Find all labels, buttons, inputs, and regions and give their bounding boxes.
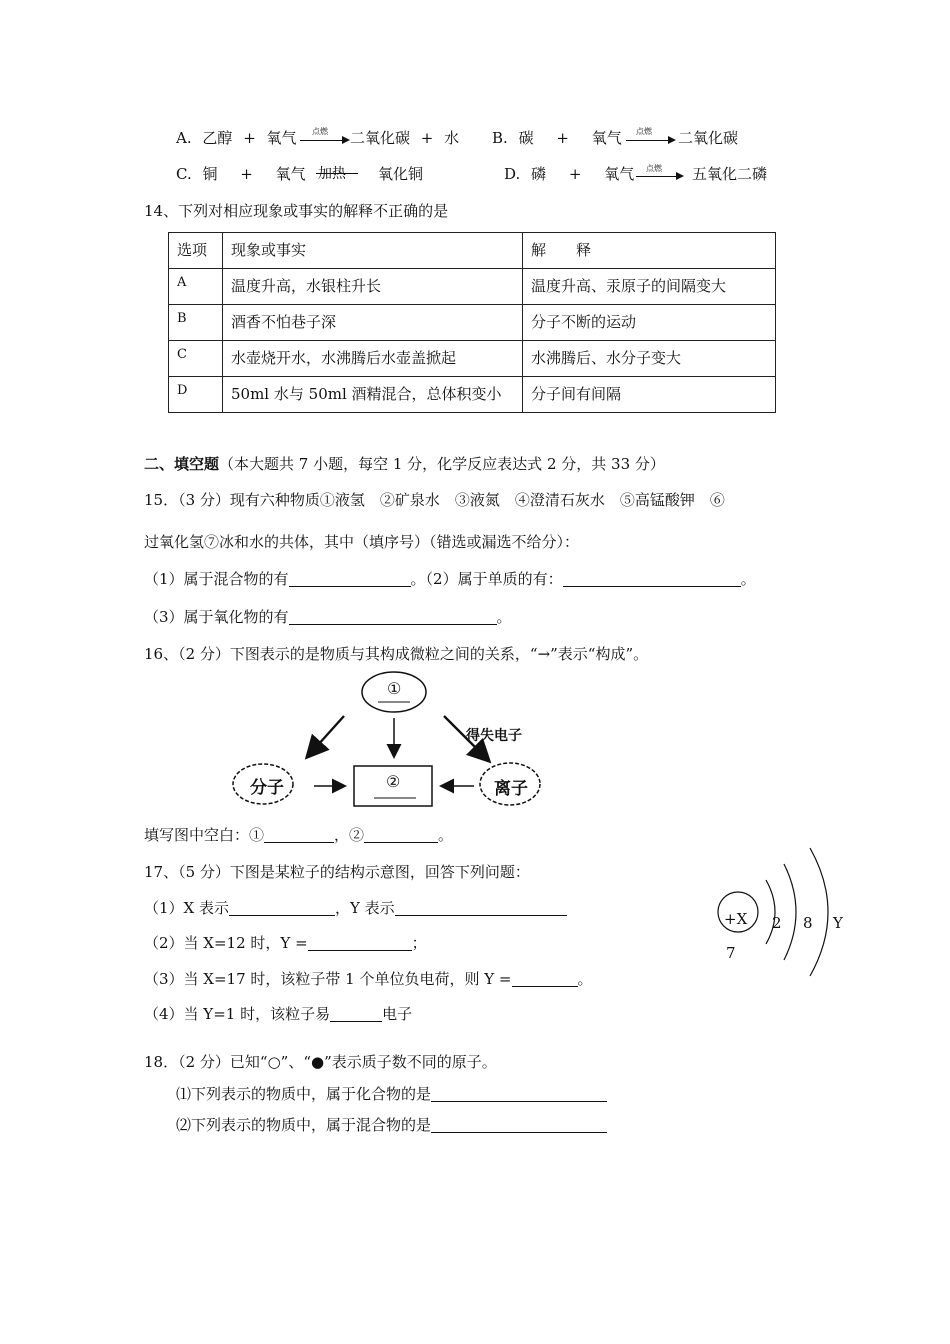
question-text: 电子 [382, 1005, 413, 1023]
answer-blank[interactable] [364, 827, 438, 843]
question-text: （3）当 X=17 时，该粒子带 1 个单位负电荷，则 Y = [144, 970, 512, 988]
option-label: C. [176, 165, 192, 183]
option-d [504, 163, 634, 184]
plus-sign: + [568, 165, 582, 183]
question-text: （4）当 Y=1 时，该粒子易 [144, 1005, 331, 1023]
reaction-condition: 加热 [318, 166, 346, 182]
option-label: D. [504, 165, 521, 183]
table-header: 解 释 [523, 233, 776, 269]
q15-part3 [144, 606, 512, 627]
option-a-products [350, 127, 459, 148]
option-a [176, 127, 297, 148]
plus-sign: + [556, 129, 569, 147]
q16-fill [144, 824, 453, 845]
table-cell: 水沸腾后、水分子变大 [523, 341, 776, 377]
table-row [169, 377, 776, 413]
reaction-arrow [316, 173, 358, 174]
question-text: 。 [740, 570, 756, 588]
table-cell: 50ml 水与 50ml 酒精混合，总体积变小 [223, 377, 523, 413]
q18-part1 [176, 1083, 607, 1104]
section-heading [144, 453, 665, 474]
electron-shell-arc [784, 864, 796, 960]
table-cell: 温度升高、汞原子的间隔变大 [523, 269, 776, 305]
table-cell: 分子不断的运动 [523, 305, 776, 341]
reactant: 碳 [518, 129, 534, 147]
electron-shell-arc [766, 880, 775, 944]
option-label: B. [492, 129, 508, 147]
ion-label: 离子 [494, 779, 528, 799]
reactant: 氧气 [275, 165, 306, 183]
question-text: 。 [496, 608, 512, 626]
q17-part2 [144, 932, 427, 953]
question-text: （3）属于氧化物的有 [144, 608, 289, 626]
q17-part3 [144, 968, 593, 989]
answer-blank[interactable] [431, 1117, 607, 1133]
question-text: ⑴下列表示的物质中，属于化合物的是 [176, 1085, 432, 1103]
q14-table [168, 232, 776, 413]
table-header: 现象或事实 [223, 233, 523, 269]
reaction-arrow [300, 140, 344, 141]
center-label: ② [386, 772, 401, 791]
question-text: 填写图中空白：① [144, 826, 265, 844]
product: 水 [444, 129, 460, 147]
option-c [176, 163, 306, 184]
answer-blank[interactable] [431, 1086, 607, 1102]
answer-blank[interactable] [289, 609, 497, 625]
table-header-row [169, 233, 776, 269]
table-cell: C [169, 341, 223, 377]
product: 二氧化碳 [678, 129, 739, 147]
section-note: （本大题共 7 小题，每空 1 分，化学反应表达式 2 分，共 33 分） [219, 455, 665, 473]
reactant: 磷 [531, 165, 547, 183]
shell-2-count: 8 [803, 914, 813, 932]
arrow-to-molecule [308, 716, 344, 756]
question-text: 。 [577, 970, 593, 988]
answer-blank[interactable] [512, 971, 578, 987]
q14-stem: 14、下列对相应现象或事实的解释不正确的是 [144, 202, 449, 220]
top-node-label: ① [387, 679, 402, 698]
molecule-label: 分子 [250, 778, 284, 798]
answer-blank[interactable] [289, 571, 411, 587]
section-title: 二、填空题 [144, 455, 220, 473]
q18-stem: 18．（2 分）已知“○”、“●”表示质子数不同的原子。 [144, 1053, 497, 1071]
shell-1-count: 2 [772, 914, 782, 932]
answer-blank[interactable] [264, 827, 334, 843]
nucleus-label: +X [724, 910, 748, 928]
plus-sign: + [240, 165, 253, 183]
plus-sign: + [243, 129, 256, 147]
reactant: 氧气 [591, 129, 622, 147]
answer-blank[interactable] [229, 900, 335, 916]
reactant: 氧气 [604, 165, 635, 183]
nucleus-label-continued: 7 [726, 944, 736, 962]
shell-3-count: Y [833, 914, 843, 932]
question-text: （1）属于混合物的有 [144, 570, 289, 588]
q17-part1 [144, 897, 567, 918]
q17-part4 [144, 1003, 412, 1024]
question-text: 。 [438, 826, 454, 844]
reaction-condition: 点燃 [636, 127, 652, 136]
question-text: ，Y 表示 [335, 899, 395, 917]
q17-stem: 17、（5 分）下图是某粒子的结构示意图，回答下列问题： [144, 863, 530, 881]
product: 氧化铜 [378, 165, 424, 183]
reactant: 铜 [202, 165, 218, 183]
question-text: ，② [334, 826, 365, 844]
reactant: 氧气 [266, 129, 297, 147]
table-cell: 酒香不怕巷子深 [223, 305, 523, 341]
answer-blank[interactable] [330, 1006, 382, 1022]
q18-part2 [176, 1114, 607, 1135]
table-cell: 分子间有间隔 [523, 377, 776, 413]
table-row [169, 305, 776, 341]
question-text: （2）当 X=12 时，Y = [144, 934, 308, 952]
option-b [492, 127, 622, 148]
electron-shell-arc [810, 848, 828, 976]
table-cell: A [169, 269, 223, 305]
plus-sign: + [420, 129, 434, 147]
product: 五氧化二磷 [692, 165, 768, 183]
reaction-condition: 点燃 [646, 164, 662, 173]
option-label: A. [176, 129, 192, 147]
question-text: 。（2）属于单质的有： [410, 570, 563, 588]
question-text: （1）X 表示 [144, 899, 229, 917]
question-text: ⑵下列表示的物质中，属于混合物的是 [176, 1116, 432, 1134]
table-cell: 水壶烧开水，水沸腾后水壶盖掀起 [223, 341, 523, 377]
atom-structure-diagram [700, 842, 850, 982]
q15-part1 [144, 568, 756, 589]
question-text: ； [411, 934, 427, 952]
answer-blank[interactable] [563, 571, 741, 587]
reactant: 乙醇 [202, 129, 233, 147]
arrow-head-icon [676, 172, 684, 180]
reaction-condition: 点燃 [312, 127, 328, 136]
arrow-head-icon [668, 136, 676, 144]
table-row [169, 341, 776, 377]
q16-stem: 16、（2 分）下图表示的是物质与其构成微粒之间的关系，“→”表示“构成”。 [144, 645, 649, 663]
q15-line1: 15．（3 分）现有六种物质①液氢 ②矿泉水 ③液氮 ④澄清石灰水 ⑤高锰酸钾 ⑥ [144, 491, 725, 509]
reaction-arrow [636, 176, 678, 177]
reaction-arrow [626, 140, 670, 141]
q15-line2: 过氧化氢⑦冰和水的共体，其中（填序号）（错选或漏选不给分）： [144, 533, 580, 551]
answer-blank[interactable] [395, 900, 567, 916]
table-cell: D [169, 377, 223, 413]
answer-blank[interactable] [308, 935, 412, 951]
arrow-head-icon [342, 136, 350, 144]
table-row [169, 269, 776, 305]
table-header: 选项 [169, 233, 223, 269]
arrow-label: 得失电子 [466, 728, 522, 744]
table-cell: 温度升高，水银柱升长 [223, 269, 523, 305]
table-cell: B [169, 305, 223, 341]
product: 二氧化碳 [350, 129, 411, 147]
